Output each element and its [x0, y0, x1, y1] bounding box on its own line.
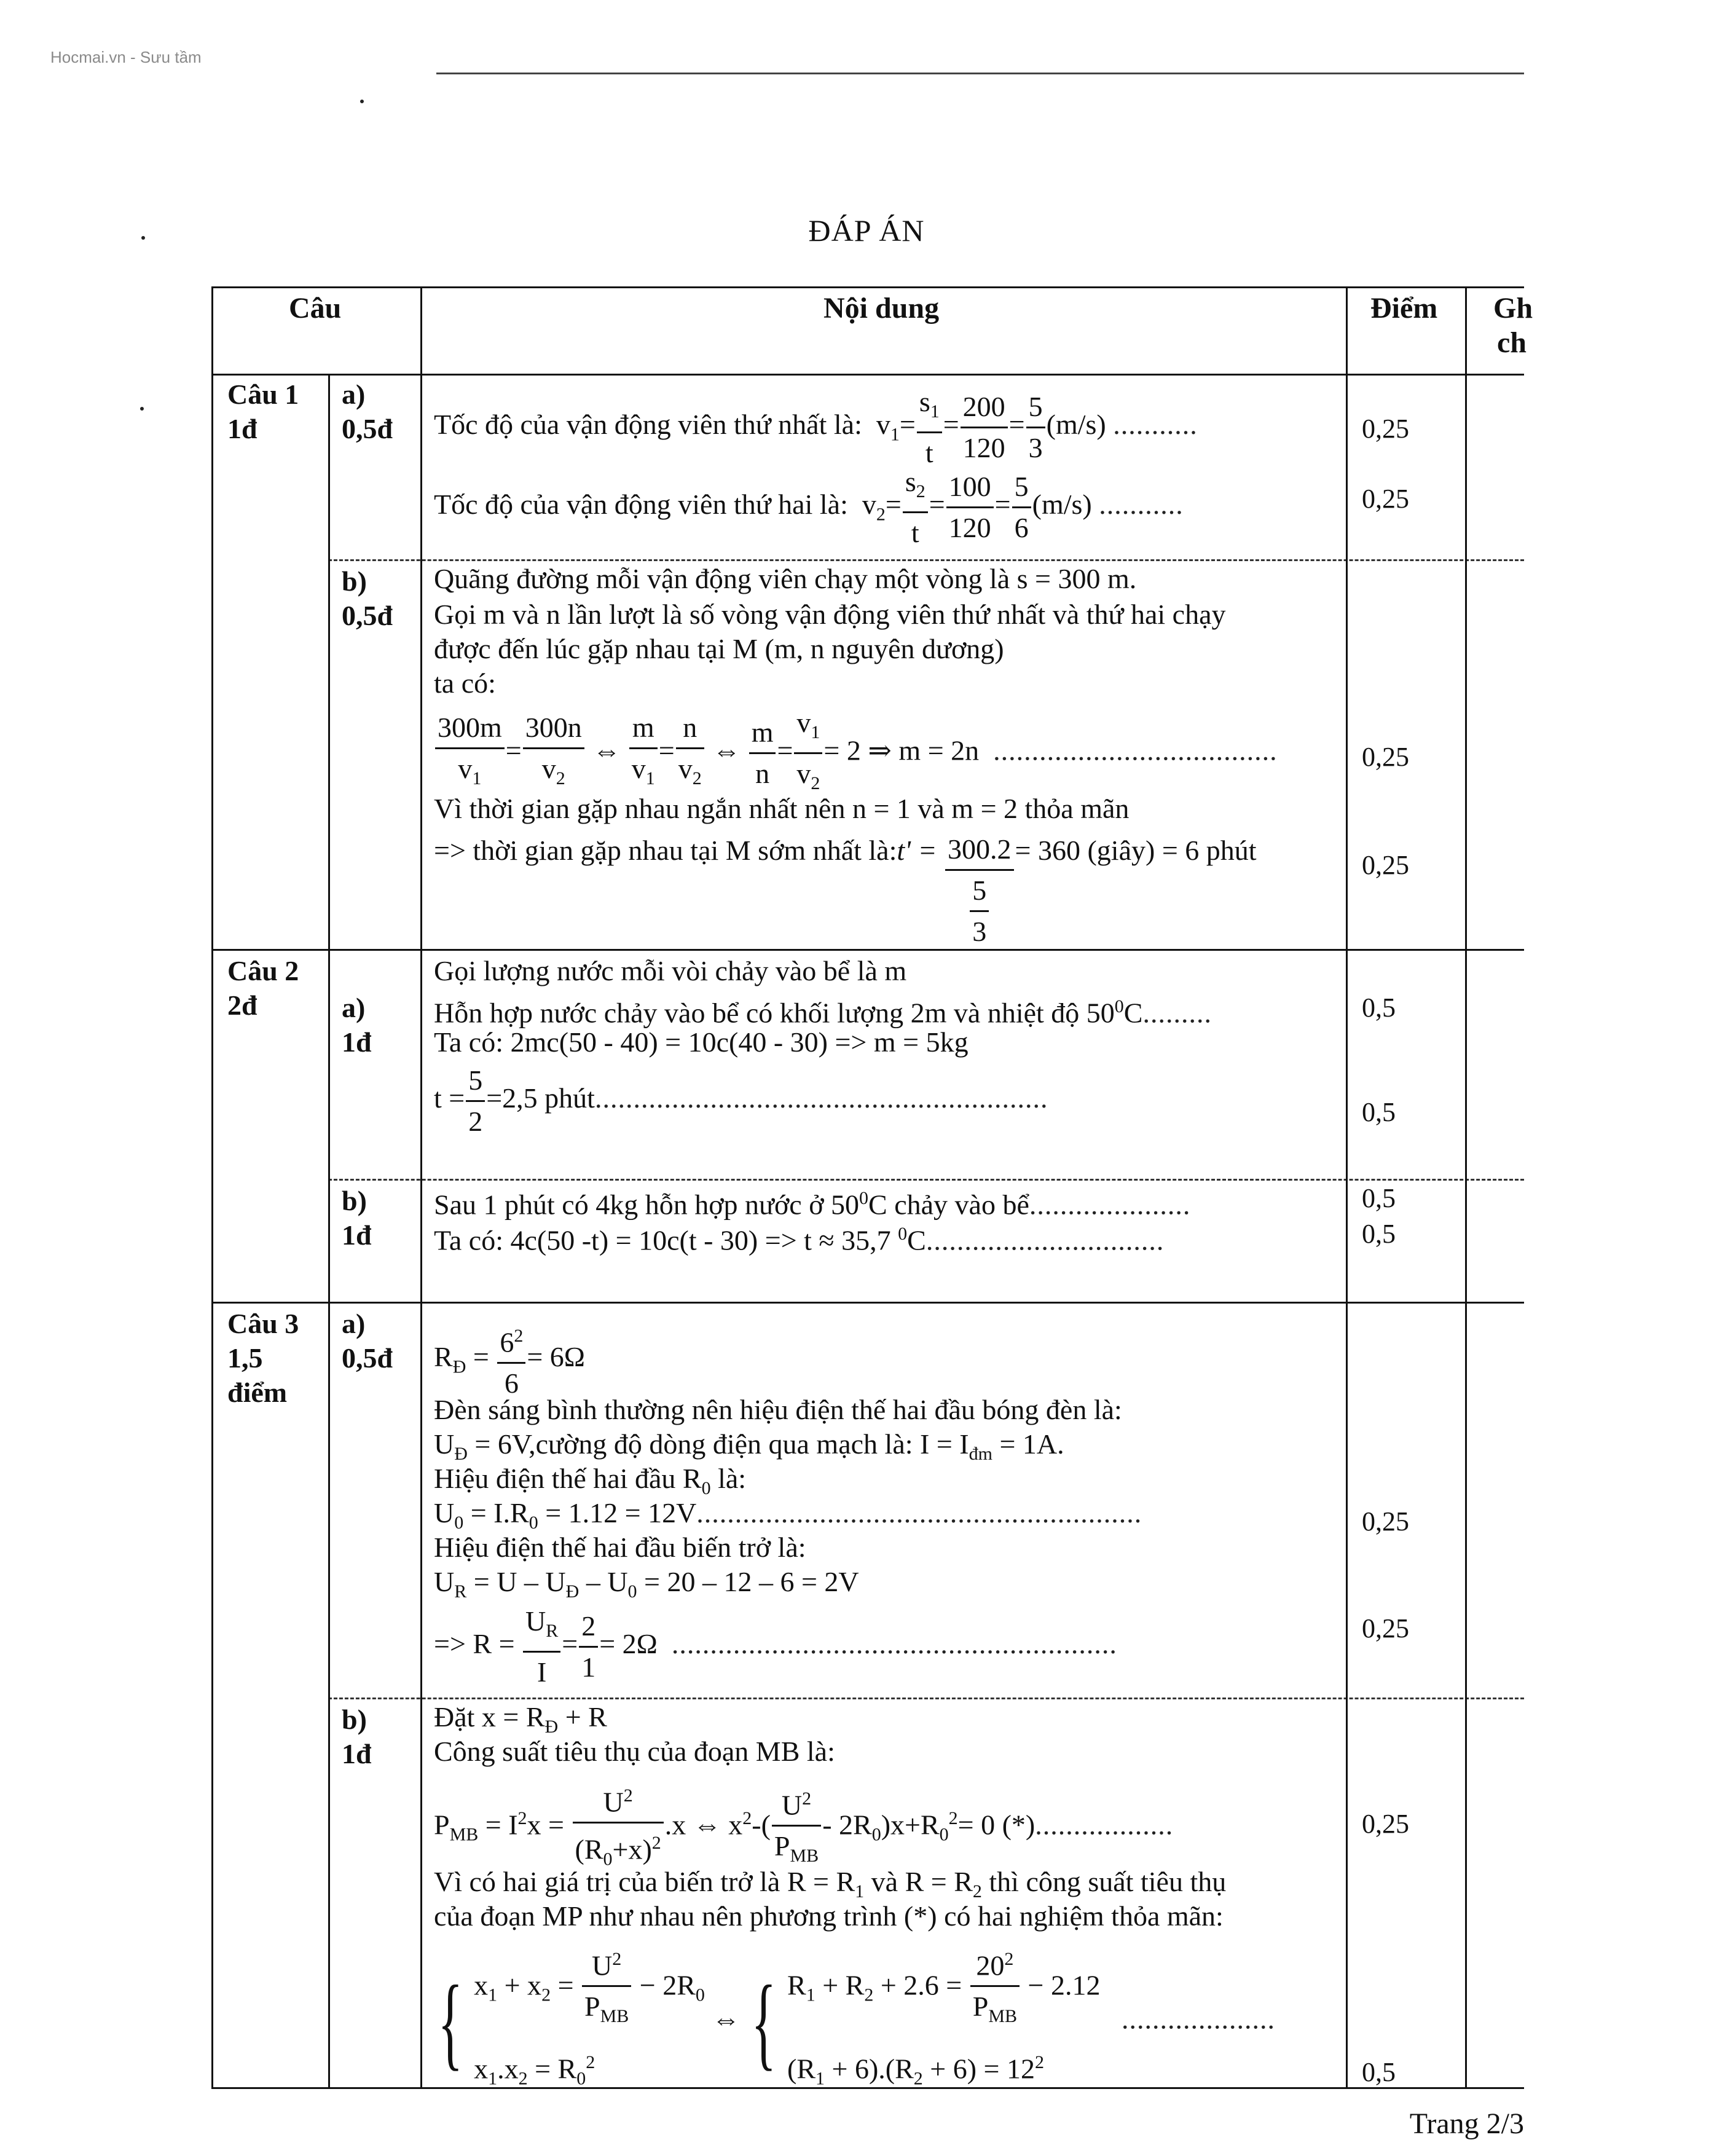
q1b-l5: Vì thời gian gặp nhau ngắn nhất nên n = 1 và m = 2 thỏa mãn	[434, 793, 1130, 824]
q2b-part: b) 1đ	[342, 1185, 372, 1251]
q3b-power-equation: $P_{MB} = I^2x$ = $\frac{U^2}{(R_0+x)^2}$ .x ⇔ $x^2-$( $U^2$ $P_{MB}$ - $2R_0)x+R_0^2= 0$ (*)..................	[434, 1776, 1173, 1879]
header-rule	[436, 73, 1524, 74]
col-divider-score	[1346, 286, 1348, 2089]
q1b-l2: Gọi m và n lần lượt là số vòng vận động viên thứ nhất và thứ hai chạy	[434, 599, 1226, 630]
q3a-score1: 0,25	[1362, 1506, 1409, 1536]
q1b-l4: ta có:	[434, 667, 496, 699]
q3b-system: { $x_1 + x_2$ = $U^2$ $P_{MB}$ − $2R_0$ $x_1.x_2 = R_0^2$ ⇔ { $R_1 + R_2 + 2.6$ = $20^2$ $P_{MB}$ − 2.12 $(R_1 + 6).(R_2 + 6) = 12^2$ ....................	[434, 1940, 1275, 2104]
q3a-l5: Hiệu điện thế hai đầu biến trở là:	[434, 1532, 806, 1563]
q3a-l2: $U_Đ$ = 6V,cường độ dòng điện qua mạch là: $I = I_{đm} = 1A$.	[434, 1428, 1064, 1465]
q2a-part: a) 1đ	[342, 992, 372, 1058]
q1b-l1: Quãng đường mỗi vận động viên chạy một vòng là s = 300 m.	[434, 563, 1137, 594]
header-diem: Điểm	[1370, 292, 1438, 325]
q1a-part: a) 0,5đ	[342, 379, 393, 444]
col-divider-content	[420, 286, 422, 2089]
q3b-l4: của đoạn MP như nhau nên phương trình (*) có hai nghiệm thỏa mãn:	[434, 1900, 1224, 1932]
row-divider-q3	[211, 1302, 1524, 1304]
q1a-line1: Tốc độ của vận động viên thứ nhất là: $v_1=$ $\frac{s_1}{t}$ = $\frac{200}{120}$ = $\frac{5}{3}$ (m/s) ...........	[434, 382, 1198, 473]
header-ghi-chu-1: Gh	[1493, 292, 1533, 325]
q1a-line2: Tốc độ của vận động viên thứ hai là: $v_2=$ $\frac{s_2}{t}$ = $\frac{100}{120}$ = $\frac{5}{6}$ (m/s) ...........	[434, 462, 1184, 553]
q1b-l3: được đến lúc gặp nhau tại M (m, n nguyên dương)	[434, 633, 1004, 664]
q2b-l1: Sau 1 phút có 4kg hỗn hợp nước ở $50^0C$ chảy vào bể.....................	[434, 1188, 1191, 1221]
q3b-l2: Công suất tiêu thụ của đoạn MB là:	[434, 1736, 835, 1767]
table-header-bottom	[211, 374, 1524, 376]
q3b-l3: Vì có hai giá trị của biến trở là $R = R_1$ và $R = R_2$ thì công suất tiêu thụ	[434, 1866, 1227, 1902]
table-left-border	[211, 286, 213, 2089]
header-ghi-chu-2: ch	[1497, 326, 1527, 359]
q1a-score1: 0,25	[1362, 414, 1409, 444]
q1-label: Câu 1 1đ	[227, 379, 299, 444]
q3a-l3: Hiệu điện thế hai đầu $R_0$ là:	[434, 1463, 747, 1499]
sub-divider-q3b	[328, 1698, 1524, 1699]
q2a-score1: 0,5	[1362, 993, 1396, 1023]
q2b-score1: 0,5	[1362, 1183, 1396, 1213]
q3a-l6: $U_R = U - U_Đ - U_0 = 20 - 12 - 6 = 2V$	[434, 1566, 859, 1602]
col-divider-part	[328, 374, 330, 2089]
q3a-l4: $U_0 = I.R_0 = 1.12 = 12V$..........................................................	[434, 1497, 1142, 1533]
header-cau: Câu	[289, 292, 342, 325]
q2a-score2: 0,5	[1362, 1097, 1396, 1127]
sub-divider-q2b	[328, 1179, 1524, 1181]
q1b-l6: => thời gian gặp nhau tại M sớm nhất là:t' = $\frac{300.2}{\frac{5}{3}}$ = 360 (giây) = 6 phút	[434, 833, 1257, 951]
q3a-l1: Đèn sáng bình thường nên hiệu điện thế hai đầu bóng đèn là:	[434, 1394, 1122, 1425]
q1b-part: b) 0,5đ	[342, 565, 393, 631]
q1b-score1: 0,25	[1362, 742, 1409, 772]
sub-divider-q1b	[328, 559, 1524, 561]
q1b-score2: 0,25	[1362, 850, 1409, 880]
q3b-score2: 0,5	[1362, 2057, 1396, 2087]
q3a-score2: 0,25	[1362, 1613, 1409, 1643]
q3b-part: b) 1đ	[342, 1704, 372, 1769]
q1a-score2: 0,25	[1362, 484, 1409, 514]
col-divider-note	[1465, 286, 1467, 2089]
q3a-part: a) 0,5đ	[342, 1308, 393, 1374]
header-noi-dung: Nội dung	[823, 292, 940, 325]
q2b-score2: 0,5	[1362, 1219, 1396, 1249]
q3a-rd: $R_Đ$ = $\frac{6^2}{6}$ = 6Ω	[434, 1316, 585, 1403]
scan-speck	[360, 100, 364, 103]
q3b-l1: Đặt $x = R_Đ + R$	[434, 1701, 607, 1737]
q3-label: Câu 3 1,5 điểm	[227, 1308, 299, 1408]
table-top-border	[211, 286, 1524, 288]
source-note: Hocmai.vn - Sưu tầm	[50, 48, 202, 66]
q2a-l1: Hỗn hợp nước chảy vào bể có khối lượng 2m và nhiệt độ $50^0C$.........	[434, 996, 1212, 1029]
q2-l0: Gọi lượng nước mỗi vòi chảy vào bể là m	[434, 955, 907, 986]
scan-speck	[140, 407, 144, 411]
q2b-l2: Ta có: 4c(50 -t) = 10c(t - 30) => t ≈ 35,7 $^0$C...............................	[434, 1224, 1165, 1256]
q3a-l7: => R = $\frac{U_R}{I}$ = $\frac{2}{1}$ = 2Ω ..........................................................	[434, 1602, 1117, 1692]
page-number: Trang 2/3	[1409, 2107, 1524, 2140]
q1b-equation: $\frac{300m}{v_1}$ = $\frac{300n}{v_2}$ ⇔ $\frac{m}{v_1}$ = $\frac{n}{v_2}$ ⇔ $\frac{m}{n}$ = $\frac{v_1}{v_2}$ = 2 ⇒ m = 2n .....................................	[434, 703, 1278, 803]
q2a-l2: Ta có: 2mc(50 - 40) = 10c(40 - 30) => m = 5kg	[434, 1026, 969, 1058]
q2a-l3: t = $\frac{5}{2}$ =2,5 phút...........................................................	[434, 1061, 1048, 1141]
q3b-score1: 0,25	[1362, 1809, 1409, 1839]
q2-label: Câu 2 2đ	[227, 955, 299, 1021]
page-title: ĐÁP ÁN	[808, 213, 925, 248]
